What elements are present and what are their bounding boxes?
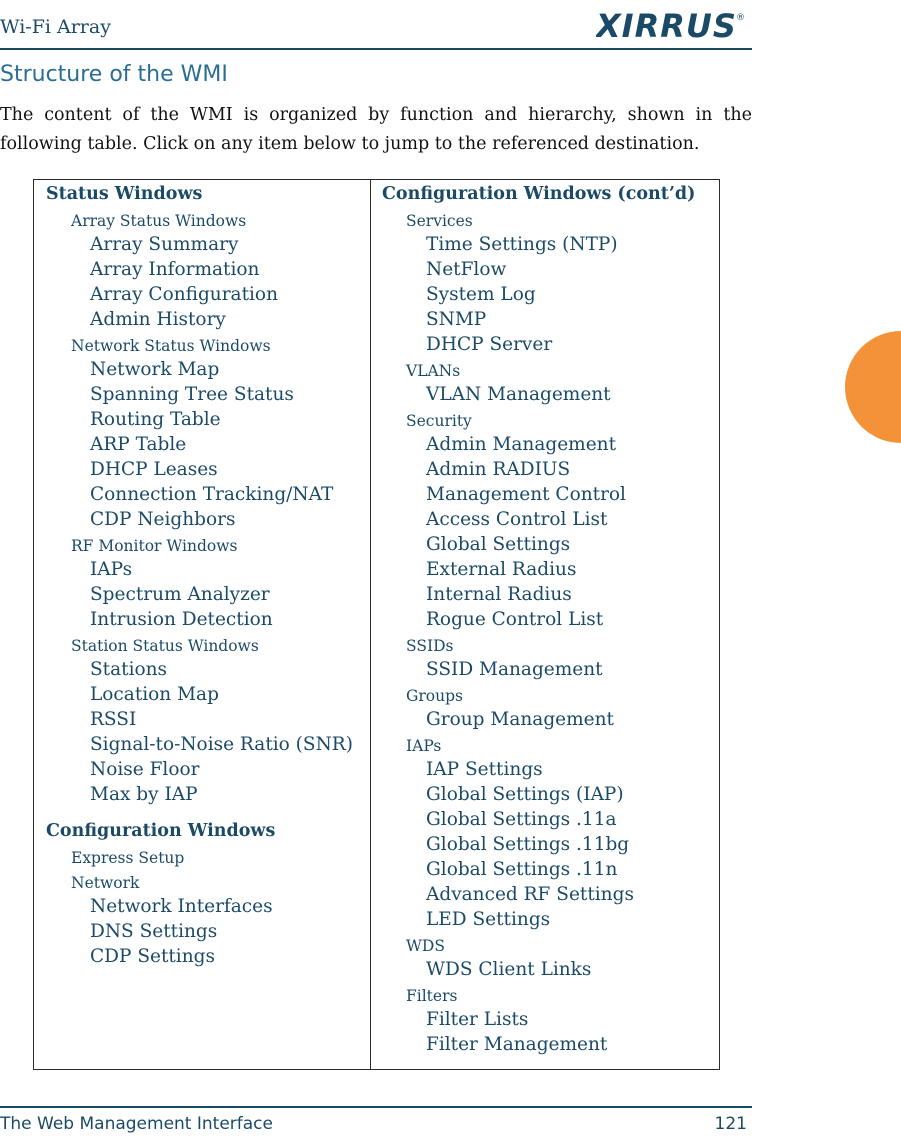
toc-category-link[interactable]: RF Monitor Windows [71,537,238,555]
toc-item-link[interactable]: ARP Table [90,434,187,455]
toc-item-link[interactable]: External Radius [426,559,577,580]
toc-item-link[interactable]: Filter Management [426,1034,608,1055]
toc-item-link[interactable]: Stations [90,659,168,680]
toc-category-link[interactable]: Express Setup [71,849,185,867]
toc-item-link[interactable]: System Log [426,284,536,305]
toc-item-link[interactable]: DHCP Leases [90,459,218,480]
toc-item-link[interactable]: WDS Client Links [426,959,592,980]
toc-item-link[interactable]: DHCP Server [426,334,553,355]
toc-item-link[interactable]: Time Settings (NTP) [426,234,618,255]
toc-item-link[interactable]: Network Interfaces [90,896,273,917]
toc-item-link[interactable]: Rogue Control List [426,609,604,630]
wmi-structure-table [33,179,720,1070]
toc-item-link[interactable]: Array Summary [90,234,239,255]
toc-category-link[interactable]: SSIDs [406,637,454,655]
xirrus-logo [596,8,746,42]
header-rule [0,48,752,50]
toc-item-link[interactable]: Internal Radius [426,584,572,605]
toc-item-link[interactable]: Admin History [90,309,226,330]
toc-category-link[interactable]: Station Status Windows [71,637,259,655]
toc-category-link[interactable]: IAPs [406,737,442,755]
toc-category-link[interactable]: Groups [406,687,463,705]
toc-item-link[interactable]: Array Information [90,259,260,280]
toc-item-link[interactable]: Spectrum Analyzer [90,584,270,605]
toc-item-link[interactable]: Network Map [90,359,220,380]
toc-item-link[interactable]: CDP Neighbors [90,509,236,530]
toc-item-link[interactable]: Max by IAP [90,784,198,805]
toc-item-link[interactable]: Group Management [426,709,614,730]
section-title: Structure of the WMI [0,62,228,87]
footer-section-name: The Web Management Interface [0,1114,273,1134]
toc-item-link[interactable]: LED Settings [426,909,551,930]
toc-item-link[interactable]: Filter Lists [426,1009,529,1030]
toc-item-link[interactable]: Array Configuration [90,284,278,305]
toc-category-link[interactable]: Filters [406,987,458,1005]
table-left-column [34,180,371,1069]
toc-category-link[interactable]: WDS [406,937,445,955]
toc-group-heading: Configuration Windows (cont’d) [382,184,696,204]
toc-item-link[interactable]: Spanning Tree Status [90,384,294,405]
chapter-tab-marker [845,331,901,443]
toc-item-link[interactable]: Global Settings .11n [426,859,618,880]
toc-group-heading: Configuration Windows [46,821,276,841]
toc-item-link[interactable]: SSID Management [426,659,603,680]
toc-category-link[interactable]: VLANs [406,362,461,380]
toc-item-link[interactable]: RSSI [90,709,137,730]
toc-item-link[interactable]: VLAN Management [426,384,611,405]
toc-item-link[interactable]: SNMP [426,309,487,330]
toc-item-link[interactable]: Global Settings .11bg [426,834,630,855]
toc-item-link[interactable]: Admin RADIUS [426,459,571,480]
toc-item-link[interactable]: Intrusion Detection [90,609,273,630]
toc-item-link[interactable]: Signal-to-Noise Ratio (SNR) [90,734,353,755]
toc-item-link[interactable]: IAPs [90,559,133,580]
toc-item-link[interactable]: Access Control List [426,509,608,530]
toc-item-link[interactable]: NetFlow [426,259,507,280]
toc-item-link[interactable]: Global Settings (IAP) [426,784,624,805]
page-number: 121 [714,1114,747,1134]
table-right-column [370,180,719,1069]
toc-item-link[interactable]: Advanced RF Settings [426,884,634,905]
toc-item-link[interactable]: Global Settings [426,534,571,555]
toc-item-link[interactable]: Noise Floor [90,759,200,780]
toc-item-link[interactable]: Connection Tracking/NAT [90,484,334,505]
toc-group-heading: Status Windows [46,184,203,204]
running-header-title: Wi-Fi Array [0,16,111,38]
toc-category-link[interactable]: Network Status Windows [71,337,271,355]
intro-paragraph: The content of the WMI is organized by function and hierarchy, shown in the following table. Click on any item below to jump to the referenced destination. [0,105,752,154]
logo-wordmark: XIRRUS [596,8,737,42]
toc-category-link[interactable]: Network [71,874,140,892]
logo-registered-mark: ® [736,13,745,23]
toc-item-link[interactable]: CDP Settings [90,946,215,967]
toc-item-link[interactable]: Management Control [426,484,626,505]
toc-category-link[interactable]: Services [406,212,473,230]
toc-item-link[interactable]: IAP Settings [426,759,543,780]
toc-item-link[interactable]: Admin Management [426,434,617,455]
toc-item-link[interactable]: Global Settings .11a [426,809,617,830]
toc-category-link[interactable]: Security [406,412,472,430]
toc-item-link[interactable]: Location Map [90,684,219,705]
toc-category-link[interactable]: Array Status Windows [71,212,247,230]
toc-item-link[interactable]: DNS Settings [90,921,218,942]
toc-item-link[interactable]: Routing Table [90,409,221,430]
footer-rule [0,1106,752,1108]
